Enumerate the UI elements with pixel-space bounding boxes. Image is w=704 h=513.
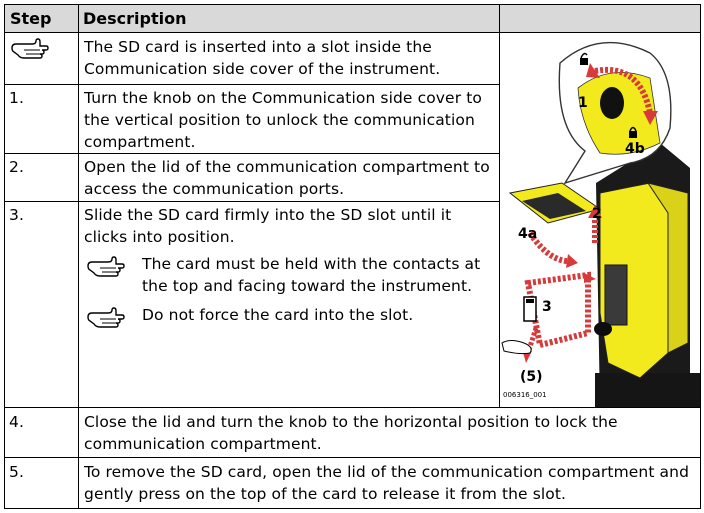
- illus-figure-code: 006316_001: [503, 391, 547, 399]
- illus-label-4b: 4b: [625, 141, 645, 157]
- table-border-bottom: [4, 508, 701, 509]
- row-divider: [4, 457, 701, 458]
- table-border-right: [700, 4, 701, 509]
- row-1-step: 1.: [9, 89, 24, 107]
- header-illustration: [500, 5, 700, 32]
- table-border-left: [4, 4, 5, 509]
- illus-label-2: 2: [592, 206, 602, 222]
- header-description: [79, 5, 499, 32]
- row-5-description: To remove the SD card, open the lid of the communication compartment and gently press on the top of the card to release it from the slot.: [84, 463, 690, 503]
- header-step: [5, 5, 78, 32]
- row-3-description: Slide the SD card firmly into the SD slot until it clicks into position.: [84, 206, 452, 246]
- row-4-step: 4.: [9, 413, 24, 431]
- row-3-step: 3.: [9, 206, 24, 224]
- illus-label-1: 1: [578, 95, 588, 111]
- header-step-label: Step: [10, 9, 52, 28]
- header-description-label: Description: [83, 9, 187, 28]
- column-divider: [78, 4, 79, 509]
- table-border-top: [4, 4, 701, 5]
- illus-label-4a: 4a: [518, 226, 538, 242]
- pointing-hand-icon: [86, 256, 126, 282]
- row-2-step: 2.: [9, 158, 24, 176]
- illus-label-3: 3: [542, 299, 552, 315]
- row-3-note-1: The card must be held with the contacts at the top and facing toward the instrument.: [142, 255, 481, 295]
- pointing-hand-icon: [86, 307, 126, 333]
- sd-card-installation-illustration: [500, 33, 700, 407]
- row-divider: [4, 407, 701, 408]
- row-3-note-2: Do not force the card into the slot.: [142, 306, 414, 324]
- row-2-description: Open the lid of the communication compartment to access the communication ports.: [84, 158, 490, 198]
- row-4-description: Close the lid and turn the knob to the horizontal position to lock the communication compartment.: [84, 413, 618, 453]
- illus-label-5: (5): [520, 369, 543, 385]
- pointing-hand-icon: [10, 38, 50, 64]
- row-0-description: The SD card is inserted into a slot inside the Communication side cover of the instrument.: [84, 38, 441, 78]
- row-1-description: Turn the knob on the Communication side cover to the vertical position to unlock the communication compartment.: [84, 89, 482, 151]
- row-5-step: 5.: [9, 463, 24, 481]
